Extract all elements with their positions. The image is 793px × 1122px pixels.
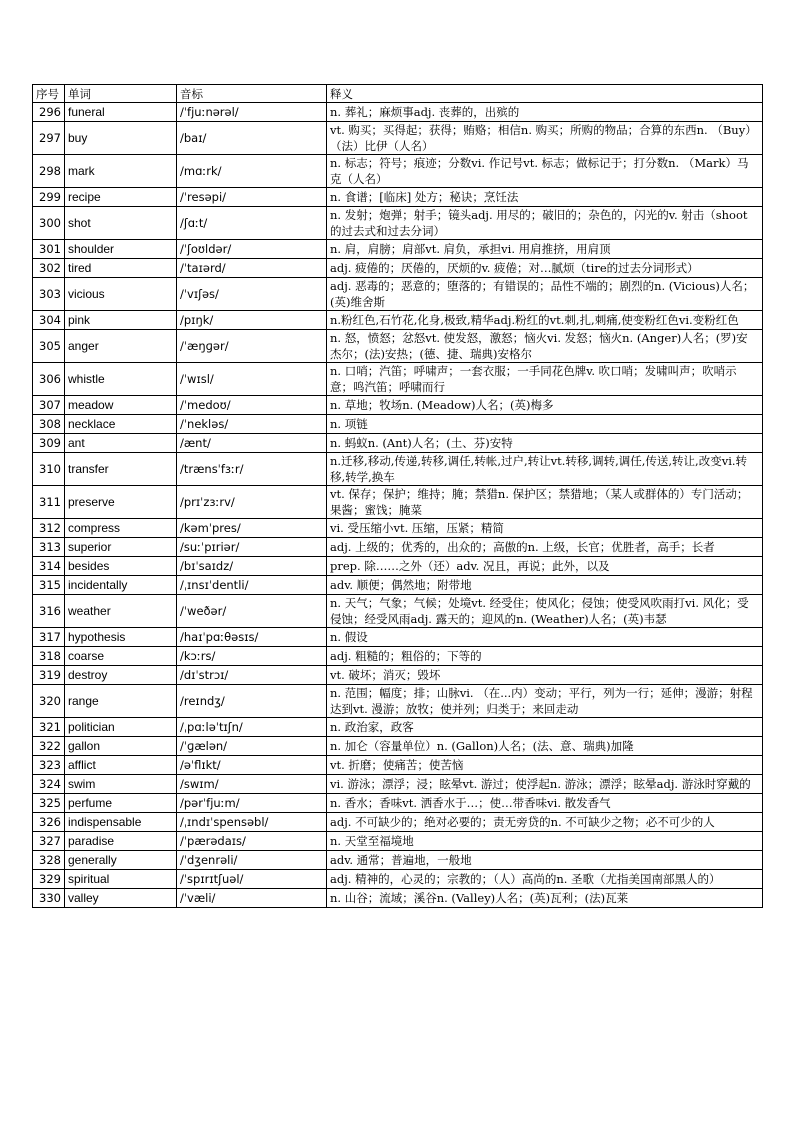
table-row [33, 756, 763, 775]
row-number: 306 [33, 363, 65, 396]
row-definition: adv. 顺便；偶然地；附带地 [327, 576, 763, 595]
row-phonetic: /trænsˈfɜːr/ [177, 453, 327, 486]
row-word: funeral [65, 103, 177, 122]
row-word: coarse [65, 647, 177, 666]
row-definition: n.迁移,移动,传递,转移,调任,转帐,过户,转让vt.转移,调转,调任,传送,转让,改变vi.转移,转学,换车 [327, 453, 763, 486]
row-phonetic: /ˌpɑːləˈtɪʃn/ [177, 718, 327, 737]
table-row [33, 453, 763, 486]
row-phonetic: /ænt/ [177, 434, 327, 453]
row-number: 299 [33, 188, 65, 207]
row-word: meadow [65, 396, 177, 415]
row-word: whistle [65, 363, 177, 396]
row-number: 300 [33, 207, 65, 240]
row-word: gallon [65, 737, 177, 756]
row-definition: n. 肩，肩膀；肩部vt. 肩负，承担vi. 用肩推挤，用肩顶 [327, 240, 763, 259]
table-row [33, 363, 763, 396]
row-number: 318 [33, 647, 65, 666]
row-number: 323 [33, 756, 65, 775]
table-row [33, 557, 763, 576]
row-definition: n. 草地；牧场n. (Meadow)人名；(英)梅多 [327, 396, 763, 415]
row-phonetic: /ˈvæli/ [177, 889, 327, 908]
row-phonetic: /dɪˈstrɔɪ/ [177, 666, 327, 685]
row-phonetic: /ˈvɪʃəs/ [177, 278, 327, 311]
row-word: incidentally [65, 576, 177, 595]
row-definition: vt. 折磨；使痛苦；使苦恼 [327, 756, 763, 775]
row-definition: n. 蚂蚁n. (Ant)人名；(土、芬)安特 [327, 434, 763, 453]
row-word: compress [65, 519, 177, 538]
row-phonetic: /ˈɡælən/ [177, 737, 327, 756]
row-phonetic: /kəmˈpres/ [177, 519, 327, 538]
row-number: 313 [33, 538, 65, 557]
table-row [33, 486, 763, 519]
row-word: preserve [65, 486, 177, 519]
table-row [33, 718, 763, 737]
table-row [33, 647, 763, 666]
row-word: swim [65, 775, 177, 794]
row-number: 315 [33, 576, 65, 595]
row-number: 314 [33, 557, 65, 576]
row-word: afflict [65, 756, 177, 775]
row-number: 303 [33, 278, 65, 311]
row-number: 316 [33, 595, 65, 628]
row-phonetic: /ˈdʒenrəli/ [177, 851, 327, 870]
row-word: tired [65, 259, 177, 278]
row-number: 325 [33, 794, 65, 813]
row-number: 322 [33, 737, 65, 756]
row-phonetic: /ˈnekləs/ [177, 415, 327, 434]
row-definition: n. 天堂至福境地 [327, 832, 763, 851]
row-word: destroy [65, 666, 177, 685]
row-definition: n. 葬礼；麻烦事adj. 丧葬的，出殡的 [327, 103, 763, 122]
row-phonetic: /ˈtaɪərd/ [177, 259, 327, 278]
row-definition: vt. 保存；保护；维持；腌；禁猎n. 保护区；禁猎地；（某人或群体的）专门活动；果酱；蜜饯；腌菜 [327, 486, 763, 519]
header-row [33, 85, 763, 103]
row-word: hypothesis [65, 628, 177, 647]
table-row [33, 595, 763, 628]
header-definition: 释义 [327, 85, 763, 103]
row-phonetic: /əˈflɪkt/ [177, 756, 327, 775]
row-phonetic: /haɪˈpɑːθəsɪs/ [177, 628, 327, 647]
row-number: 327 [33, 832, 65, 851]
table-row [33, 155, 763, 188]
row-definition: prep. 除……之外（还）adv. 况且，再说；此外，以及 [327, 557, 763, 576]
table-row [33, 240, 763, 259]
row-phonetic: /baɪ/ [177, 122, 327, 155]
row-number: 329 [33, 870, 65, 889]
row-word: necklace [65, 415, 177, 434]
row-number: 324 [33, 775, 65, 794]
table-row [33, 330, 763, 363]
row-phonetic: /kɔːrs/ [177, 647, 327, 666]
row-definition: n. 怒，愤怒；忿怒vt. 使发怒，激怒；恼火vi. 发怒；恼火n. (Anger)人名；(罗)安杰尔；(法)安热；(德、捷、瑞典)安格尔 [327, 330, 763, 363]
row-definition: adj. 疲倦的；厌倦的，厌烦的v. 疲倦；对…腻烦（tire的过去分词形式） [327, 259, 763, 278]
row-word: indispensable [65, 813, 177, 832]
row-definition: adj. 粗糙的；粗俗的；下等的 [327, 647, 763, 666]
row-number: 304 [33, 311, 65, 330]
row-number: 308 [33, 415, 65, 434]
row-definition: adj. 上级的；优秀的，出众的；高傲的n. 上级，长官；优胜者，高手；长者 [327, 538, 763, 557]
table-row [33, 519, 763, 538]
table-row [33, 889, 763, 908]
row-word: weather [65, 595, 177, 628]
row-number: 310 [33, 453, 65, 486]
row-phonetic: /suːˈpɪriər/ [177, 538, 327, 557]
table-row [33, 207, 763, 240]
table-row [33, 434, 763, 453]
table-row [33, 278, 763, 311]
table-row [33, 775, 763, 794]
table-row [33, 538, 763, 557]
row-definition: adj. 精神的，心灵的；宗教的；（人）高尚的n. 圣歌（尤指美国南部黑人的） [327, 870, 763, 889]
row-word: mark [65, 155, 177, 188]
row-number: 328 [33, 851, 65, 870]
row-word: valley [65, 889, 177, 908]
row-phonetic: /pərˈfjuːm/ [177, 794, 327, 813]
row-definition: n. 天气；气象；气候；处境vt. 经受住；使风化；侵蚀；使受风吹雨打vi. 风化；受侵蚀；经受风雨adj. 露天的；迎风的n. (Weather)人名；(英)韦瑟 [327, 595, 763, 628]
row-word: pink [65, 311, 177, 330]
row-word: anger [65, 330, 177, 363]
header-phonetic: 音标 [177, 85, 327, 103]
row-word: transfer [65, 453, 177, 486]
row-number: 307 [33, 396, 65, 415]
row-number: 330 [33, 889, 65, 908]
row-word: spiritual [65, 870, 177, 889]
table-body [33, 103, 763, 908]
row-word: paradise [65, 832, 177, 851]
row-phonetic: /ˈwɪsl/ [177, 363, 327, 396]
row-phonetic: /ˈʃoʊldər/ [177, 240, 327, 259]
row-definition: n.粉红色,石竹花,化身,极致,精华adj.粉红的vt.刺,扎,刺痛,使变粉红色vi.变粉红色 [327, 311, 763, 330]
row-definition: n. 发射；炮弹；射手；镜头adj. 用尽的；破旧的；杂色的，闪光的v. 射击（shoot的过去式和过去分词） [327, 207, 763, 240]
row-number: 312 [33, 519, 65, 538]
vocabulary-table [32, 84, 763, 908]
row-definition: n. 加仑（容量单位）n. (Gallon)人名；(法、意、瑞典)加隆 [327, 737, 763, 756]
row-number: 305 [33, 330, 65, 363]
row-word: politician [65, 718, 177, 737]
row-number: 296 [33, 103, 65, 122]
row-definition: n. 口哨；汽笛；呼啸声；一套衣服；一手同花色牌v. 吹口哨；发啸叫声；吹哨示意；鸣汽笛；呼啸而行 [327, 363, 763, 396]
row-phonetic: /ˈmedoʊ/ [177, 396, 327, 415]
table-row [33, 870, 763, 889]
table-row [33, 813, 763, 832]
table-row [33, 666, 763, 685]
row-word: shoulder [65, 240, 177, 259]
row-phonetic: /ˈspɪrɪtʃuəl/ [177, 870, 327, 889]
row-word: besides [65, 557, 177, 576]
table-row [33, 122, 763, 155]
row-definition: n. 香水；香味vt. 洒香水于…；使…带香味vi. 散发香气 [327, 794, 763, 813]
row-definition: n. 标志；符号；痕迹；分数vi. 作记号vt. 标志；做标记于；打分数n. （Mark）马克（人名） [327, 155, 763, 188]
row-phonetic: /mɑːrk/ [177, 155, 327, 188]
header-word: 单词 [65, 85, 177, 103]
row-word: ant [65, 434, 177, 453]
table-row [33, 832, 763, 851]
row-number: 309 [33, 434, 65, 453]
row-number: 320 [33, 685, 65, 718]
row-phonetic: /ʃɑːt/ [177, 207, 327, 240]
table-row [33, 396, 763, 415]
table-row [33, 628, 763, 647]
row-number: 319 [33, 666, 65, 685]
row-definition: n. 政治家，政客 [327, 718, 763, 737]
row-definition: vt. 购买；买得起；获得；贿赂；相信n. 购买；所购的物品；合算的东西n. （Buy）（法）比伊（人名） [327, 122, 763, 155]
row-word: range [65, 685, 177, 718]
table-row [33, 188, 763, 207]
row-definition: n. 项链 [327, 415, 763, 434]
row-phonetic: /bɪˈsaɪdz/ [177, 557, 327, 576]
row-word: shot [65, 207, 177, 240]
row-word: superior [65, 538, 177, 557]
row-number: 301 [33, 240, 65, 259]
row-phonetic: /swɪm/ [177, 775, 327, 794]
table-row [33, 851, 763, 870]
table-row [33, 415, 763, 434]
row-definition: n. 山谷；流域；溪谷n. (Valley)人名；(英)瓦利；(法)瓦莱 [327, 889, 763, 908]
row-definition: vi. 游泳；漂浮；浸；眩晕vt. 游过；使浮起n. 游泳；漂浮；眩晕adj. 游泳时穿戴的 [327, 775, 763, 794]
row-number: 321 [33, 718, 65, 737]
row-number: 298 [33, 155, 65, 188]
row-phonetic: /ˈresəpi/ [177, 188, 327, 207]
row-definition: adv. 通常；普遍地，一般地 [327, 851, 763, 870]
row-phonetic: /reɪndʒ/ [177, 685, 327, 718]
row-definition: n. 假设 [327, 628, 763, 647]
row-word: generally [65, 851, 177, 870]
row-word: perfume [65, 794, 177, 813]
table-row [33, 794, 763, 813]
header-num: 序号 [33, 85, 65, 103]
row-word: vicious [65, 278, 177, 311]
table-header [33, 85, 763, 103]
table-row [33, 311, 763, 330]
row-definition: vi. 受压缩小vt. 压缩，压紧；精简 [327, 519, 763, 538]
row-number: 311 [33, 486, 65, 519]
table-row [33, 103, 763, 122]
row-definition: n. 范围；幅度；排；山脉vi. （在...内）变动；平行，列为一行；延伸；漫游；射程达到vt. 漫游；放牧；使并列；归类于；来回走动 [327, 685, 763, 718]
table-row [33, 737, 763, 756]
row-number: 317 [33, 628, 65, 647]
row-definition: n. 食谱；[临床] 处方；秘诀；烹饪法 [327, 188, 763, 207]
row-phonetic: /prɪˈzɜːrv/ [177, 486, 327, 519]
table-row [33, 685, 763, 718]
row-phonetic: /ˈæŋɡər/ [177, 330, 327, 363]
row-word: buy [65, 122, 177, 155]
row-definition: adj. 恶毒的；恶意的；堕落的；有错误的；品性不端的；剧烈的n. (Vicious)人名；(英)维舍斯 [327, 278, 763, 311]
row-definition: vt. 破坏；消灭；毁坏 [327, 666, 763, 685]
row-phonetic: /ˈfjuːnərəl/ [177, 103, 327, 122]
row-word: recipe [65, 188, 177, 207]
row-number: 297 [33, 122, 65, 155]
row-phonetic: /ˈpærədaɪs/ [177, 832, 327, 851]
row-number: 302 [33, 259, 65, 278]
row-definition: adj. 不可缺少的；绝对必要的；责无旁贷的n. 不可缺少之物；必不可少的人 [327, 813, 763, 832]
row-phonetic: /ˌɪndɪˈspensəbl/ [177, 813, 327, 832]
table-row [33, 576, 763, 595]
row-number: 326 [33, 813, 65, 832]
table-row [33, 259, 763, 278]
row-phonetic: /ˈweðər/ [177, 595, 327, 628]
row-phonetic: /ˌɪnsɪˈdentli/ [177, 576, 327, 595]
row-phonetic: /pɪŋk/ [177, 311, 327, 330]
